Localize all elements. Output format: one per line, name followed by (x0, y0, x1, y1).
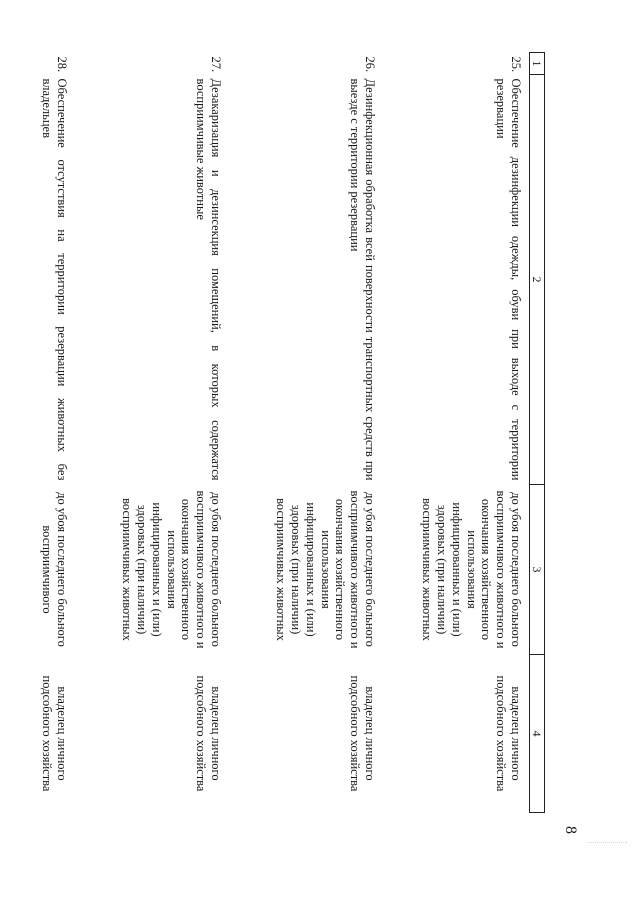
table-row (229, 53, 383, 813)
page-number: 8 (562, 826, 579, 834)
measures-table (0, 52, 545, 813)
column-header-1: 1 (529, 53, 544, 75)
column-number-header-row (529, 53, 544, 813)
measure-term: до убоя последнего больного восприимчивого животного и окончания хозяйственного использования инфицированных и (или) здоровых (при наличии) восприимчивых животных (120, 490, 223, 649)
row-number: 26. (362, 56, 377, 73)
row-number: 27. (208, 56, 223, 73)
measure-responsible: владелец личного подсобного хозяйства (40, 675, 69, 792)
measure-description: Обеспечение дезинфекции одежды, обуви при выходе с территории резервации (494, 78, 523, 481)
table-row (75, 53, 229, 813)
scan-artifact (587, 842, 627, 877)
column-header-2: 2 (529, 75, 544, 485)
measure-term: до убоя последнего больного восприимчивого животного и окончания хозяйственного использования инфицированных и (или) здоровых (при наличии) восприимчивых животных (274, 490, 377, 649)
row-number: 25. (508, 56, 523, 73)
measure-responsible: владелец личного подсобного хозяйства (348, 675, 377, 792)
table-row (0, 53, 75, 813)
measure-description: Дезинфекционная обработка всей поверхности транспортных средств при выезде с территории резервации (348, 78, 377, 481)
table-row (383, 53, 530, 813)
measure-responsible: владелец личного подсобного хозяйства (494, 675, 523, 792)
measure-description: Дезакаризация и дезинсекция помещений, в которых содержатся восприимчивые животные (194, 78, 223, 481)
measure-term: до убоя последнего больного восприимчивого (40, 492, 69, 647)
column-header-3: 3 (529, 485, 544, 655)
measure-term: до убоя последнего больного восприимчивого животного и окончания хозяйственного использования инфицированных и (или) здоровых (при наличии) восприимчивых животных (420, 490, 523, 649)
row-number: 28. (54, 56, 69, 73)
measure-responsible: владелец личного подсобного хозяйства (194, 675, 223, 792)
measure-description: Обеспечение отсутствия на территории резервации животных без владельцев (40, 78, 69, 481)
column-header-4: 4 (529, 655, 544, 813)
